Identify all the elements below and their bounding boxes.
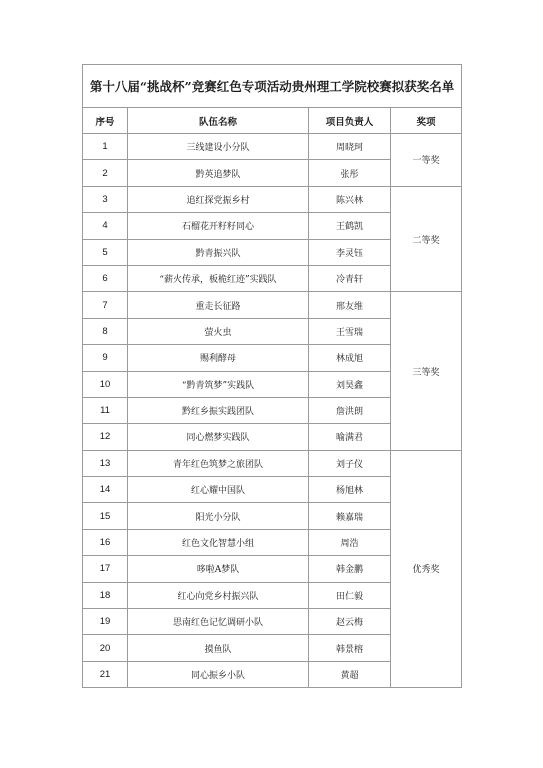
row-index: 11	[83, 397, 128, 423]
team-name: 重走长征路	[128, 292, 309, 318]
project-leader: 韩金鹏	[309, 556, 391, 582]
team-name: “薪火传承，板桅红迹”实践队	[128, 265, 309, 291]
team-name: 红心耀中国队	[128, 477, 309, 503]
project-leader: 田仁毅	[309, 582, 391, 608]
table-body	[83, 134, 462, 688]
award-level: 三等奖	[391, 292, 462, 450]
team-name: 黔英追梦队	[128, 160, 309, 186]
project-leader: 杨旭林	[309, 477, 391, 503]
row-index: 5	[83, 239, 128, 265]
team-name: 赐利酵母	[128, 345, 309, 371]
team-name: 黔青振兴队	[128, 239, 309, 265]
team-name: 红心向党乡村振兴队	[128, 582, 309, 608]
team-name: 同心燃梦实践队	[128, 424, 309, 450]
header-team-name: 队伍名称	[128, 108, 309, 134]
row-index: 8	[83, 318, 128, 344]
award-table	[82, 64, 462, 688]
header-leader: 项目负责人	[309, 108, 391, 134]
row-index: 13	[83, 450, 128, 476]
team-name: 三线建设小分队	[128, 134, 309, 160]
project-leader: 黄超	[309, 661, 391, 687]
project-leader: 周晓珂	[309, 134, 391, 160]
team-name: 哆啦A梦队	[128, 556, 309, 582]
team-name: 红色文化智慧小组	[128, 529, 309, 555]
team-name: 阳光小分队	[128, 503, 309, 529]
table-row	[83, 134, 462, 160]
project-leader: 喻满君	[309, 424, 391, 450]
project-leader: 张彤	[309, 160, 391, 186]
row-index: 21	[83, 661, 128, 687]
team-name: 石榴花开籽籽同心	[128, 213, 309, 239]
row-index: 12	[83, 424, 128, 450]
row-index: 4	[83, 213, 128, 239]
header-index: 序号	[83, 108, 128, 134]
project-leader: 邢友维	[309, 292, 391, 318]
award-level: 优秀奖	[391, 450, 462, 688]
table-row	[83, 450, 462, 476]
row-index: 10	[83, 371, 128, 397]
row-index: 9	[83, 345, 128, 371]
row-index: 20	[83, 635, 128, 661]
table-title-row	[83, 65, 462, 108]
award-level: 二等奖	[391, 186, 462, 292]
row-index: 17	[83, 556, 128, 582]
team-name: 摸鱼队	[128, 635, 309, 661]
project-leader: 林成旭	[309, 345, 391, 371]
row-index: 6	[83, 265, 128, 291]
project-leader: 赵云梅	[309, 609, 391, 635]
team-name: 同心振乡小队	[128, 661, 309, 687]
team-name: “黔青筑梦”实践队	[128, 371, 309, 397]
header-award: 奖项	[391, 108, 462, 134]
team-name: 追红探党振乡村	[128, 186, 309, 212]
team-name: 黔红乡振实践团队	[128, 397, 309, 423]
row-index: 3	[83, 186, 128, 212]
project-leader: 王雪瑞	[309, 318, 391, 344]
row-index: 2	[83, 160, 128, 186]
team-name: 青年红色筑梦之旅团队	[128, 450, 309, 476]
project-leader: 韩景榕	[309, 635, 391, 661]
row-index: 14	[83, 477, 128, 503]
team-name: 萤火虫	[128, 318, 309, 344]
row-index: 1	[83, 134, 128, 160]
project-leader: 赖嘉瑞	[309, 503, 391, 529]
table-header-row	[83, 108, 462, 134]
table-row	[83, 292, 462, 318]
project-leader: 刘子仪	[309, 450, 391, 476]
project-leader: 刘昊鑫	[309, 371, 391, 397]
row-index: 16	[83, 529, 128, 555]
table-title: 第十八届“挑战杯”竞赛红色专项活动贵州理工学院校赛拟获奖名单	[83, 65, 462, 108]
row-index: 7	[83, 292, 128, 318]
table-row	[83, 186, 462, 212]
row-index: 18	[83, 582, 128, 608]
project-leader: 陈兴林	[309, 186, 391, 212]
project-leader: 詹洪朗	[309, 397, 391, 423]
project-leader: 冷青轩	[309, 265, 391, 291]
award-list-sheet	[82, 64, 461, 688]
award-level: 一等奖	[391, 134, 462, 187]
team-name: 思南红色记忆调研小队	[128, 609, 309, 635]
row-index: 15	[83, 503, 128, 529]
project-leader: 王鹤凯	[309, 213, 391, 239]
row-index: 19	[83, 609, 128, 635]
project-leader: 李灵钰	[309, 239, 391, 265]
project-leader: 周浩	[309, 529, 391, 555]
